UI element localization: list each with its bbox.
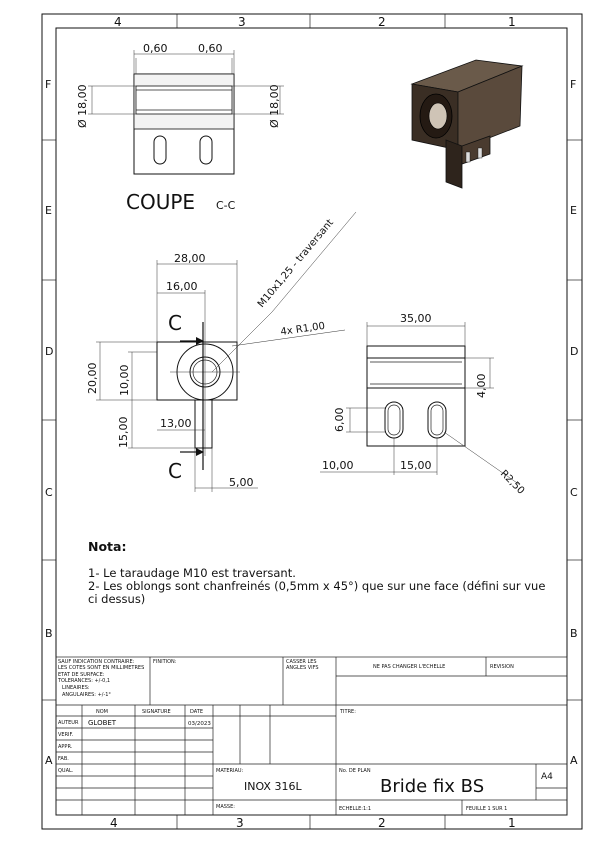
tb-col-name: NOM [96, 709, 108, 715]
dim-dia18-left: Ø 18,00 [76, 84, 89, 128]
section-title: COUPE [126, 190, 196, 214]
tb-tolerance-2: LES COTES SONT EN MILLIMETRES [58, 665, 145, 671]
dim-28: 28,00 [174, 252, 206, 265]
tb-revision: REVISION [490, 664, 514, 670]
tb-tolerance-5: LINEAIRES: [62, 685, 90, 691]
zone-row-right-B: B [570, 627, 578, 640]
tb-author-name: GLOBET [88, 719, 117, 727]
dim-15: 15,00 [117, 416, 130, 448]
dim-r250: R2,50 [497, 468, 527, 497]
tb-row-qual: QUAL. [58, 768, 74, 774]
tb-author-date: 03/2023 [188, 721, 211, 727]
dim-10-side: 10,00 [322, 459, 354, 472]
tb-mass-label: MASSE: [216, 804, 235, 810]
dim-16: 16,00 [166, 280, 198, 293]
tb-col-date: DATE [190, 709, 204, 715]
section-marker-bottom: C [168, 459, 182, 483]
zone-row-left-F: F [45, 78, 52, 91]
tb-row-verif: VERIF. [58, 732, 74, 738]
zone-row-left-E: E [45, 204, 52, 217]
zone-row-right-A: A [570, 754, 578, 767]
tb-no-scale: NE PAS CHANGER L'ECHELLE [373, 664, 446, 670]
tb-tolerance-1: SAUF INDICATION CONTRAIRE: [58, 659, 135, 665]
note-1: 1- Le taraudage M10 est traversant. [88, 566, 296, 580]
tb-tolerance-4: TOLERANCES: +/-0,1 [58, 678, 111, 684]
dim-35: 35,00 [400, 312, 432, 325]
tb-row-appr: APPR. [58, 744, 73, 750]
dim-13: 13,00 [160, 417, 192, 430]
zone-col-top-1: 4 [114, 15, 122, 29]
dim-20: 20,00 [86, 362, 99, 394]
dim-060-left: 0,60 [143, 42, 168, 55]
zone-col-bottom-1: 4 [110, 816, 118, 830]
tb-title-label: TITRE: [340, 709, 356, 715]
note-2: 2- Les oblongs sont chanfreinés (0,5mm x 45°) que sur une face (défini sur vue ci dessus) [88, 579, 546, 606]
dim-10: 10,00 [118, 364, 131, 396]
tb-finish: FINITION: [153, 659, 177, 665]
notes-title: Nota: [88, 539, 127, 554]
dim-4: 4,00 [475, 373, 488, 398]
tb-col-signature: SIGNATURE [142, 709, 171, 715]
tb-drawing-no-label: No. DE PLAN [339, 768, 371, 774]
tb-break-edges-2: ANGLES VIFS [286, 665, 319, 671]
tb-scale: ECHELLE:1:1 [339, 806, 372, 812]
dim-5: 5,00 [229, 476, 254, 489]
tb-tolerance-3: ETAT DE SURFACE: [58, 672, 105, 678]
zone-col-top-3: 2 [378, 15, 386, 29]
zone-row-right-E: E [570, 204, 577, 217]
tb-break-edges-1: CASSER LES [286, 659, 317, 665]
zone-row-left-C: C [45, 486, 53, 499]
section-title-suffix: C-C [216, 199, 236, 212]
zone-col-top-4: 1 [508, 15, 516, 29]
tb-drawing-title: Bride fix BS [380, 776, 485, 797]
zone-col-bottom-4: 1 [508, 816, 516, 830]
dim-15-side: 15,00 [400, 459, 432, 472]
tb-tolerance-6: ANGULAIRES: +/-1° [62, 692, 111, 698]
section-marker-top: C [168, 311, 182, 335]
tb-row-author: AUTEUR [58, 720, 79, 726]
radius-note: 4x R1,00 [279, 320, 326, 338]
dim-060-right: 0,60 [198, 42, 223, 55]
zone-row-left-B: B [45, 627, 53, 640]
zone-row-right-F: F [570, 78, 577, 91]
dim-dia18-right: Ø 18,00 [268, 84, 281, 128]
tb-material-label: MATERIAU: [216, 768, 244, 774]
tb-row-fab: FAB. [58, 756, 69, 762]
thread-note: M10x1,25 - traversant [255, 217, 336, 310]
tb-sheet-format: A4 [541, 772, 553, 782]
dim-6: 6,00 [333, 407, 346, 432]
zone-col-bottom-3: 2 [378, 816, 386, 830]
zone-col-bottom-2: 3 [236, 816, 244, 830]
tb-sheet: FEUILLE 1 SUR 1 [466, 806, 508, 812]
zone-col-top-2: 3 [238, 15, 246, 29]
tb-material-value: INOX 316L [244, 780, 302, 793]
zone-row-right-D: D [570, 345, 579, 358]
zone-row-right-C: C [570, 486, 578, 499]
zone-row-left-A: A [45, 754, 53, 767]
zone-row-left-D: D [45, 345, 54, 358]
